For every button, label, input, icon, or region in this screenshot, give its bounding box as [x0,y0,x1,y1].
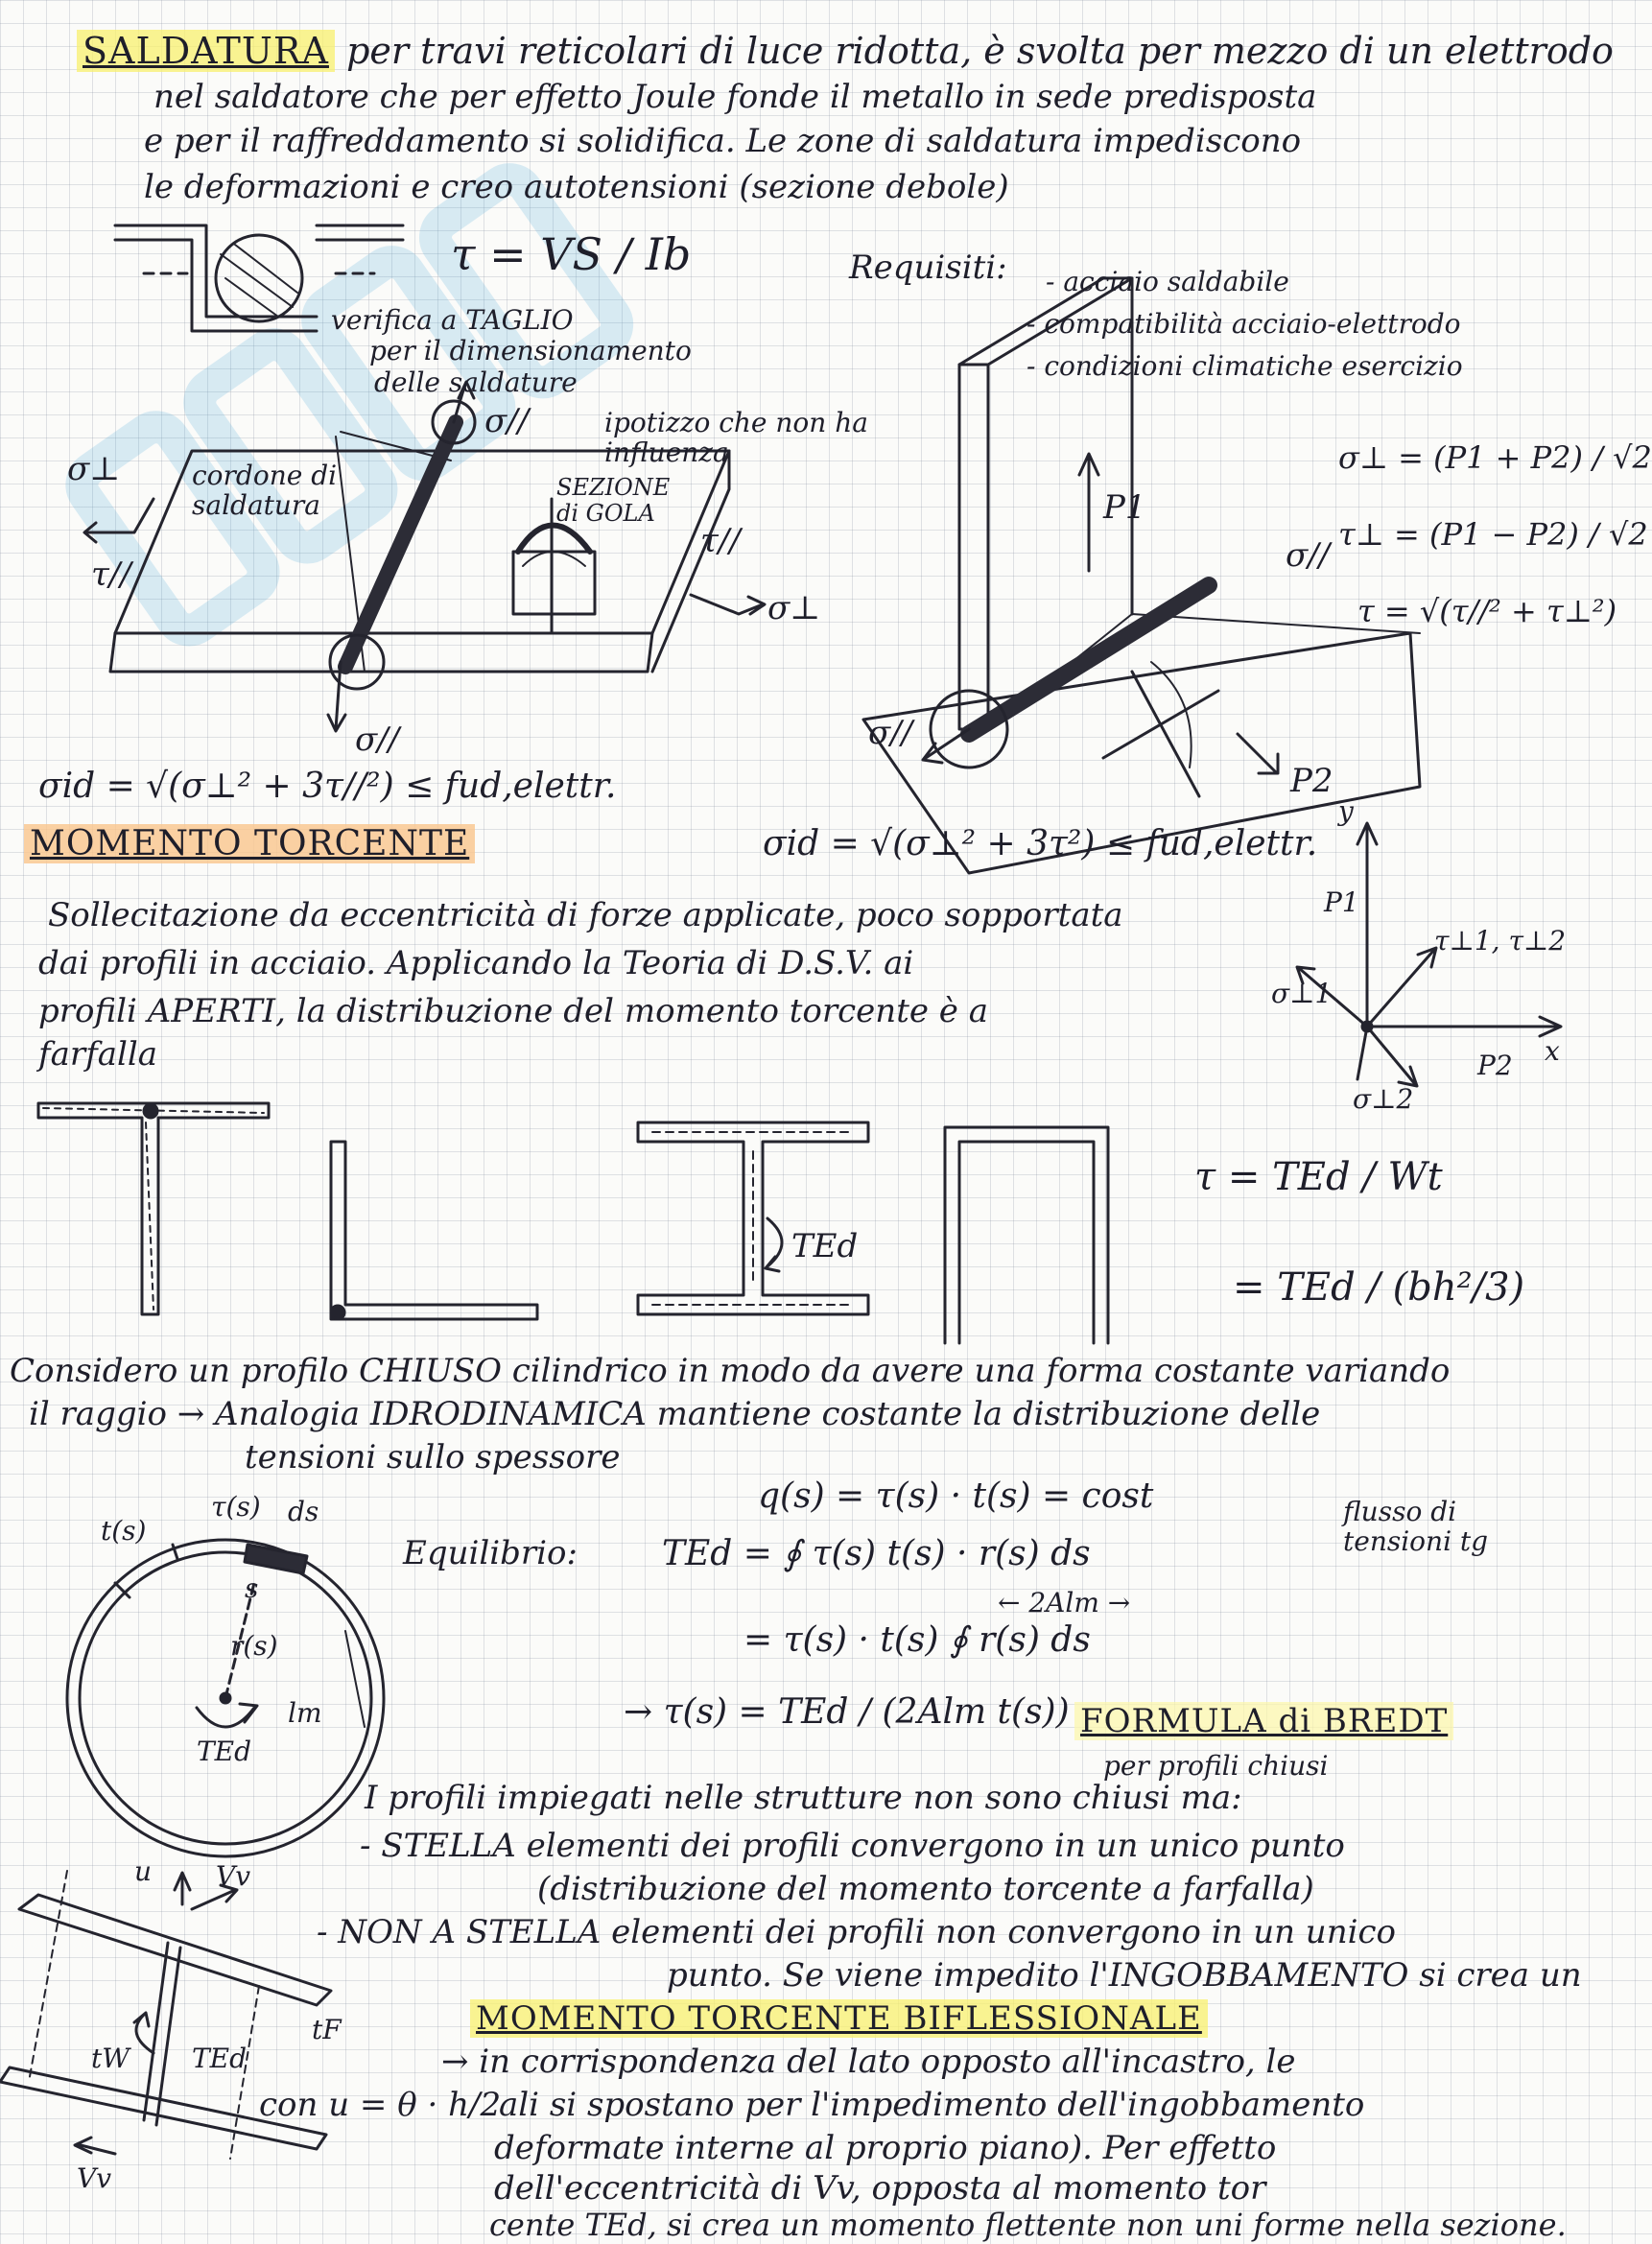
sketch-u-label: u [134,1855,153,1887]
sigma-parallel-label-right-bottom: σ// [868,714,913,752]
profiles-line-1: I profili impiegati nelle strutture non sono chiusi ma: [365,1779,1242,1817]
torsion-line-4: farfalla [38,1035,157,1074]
closed-line-3: tensioni sullo spessore [245,1438,621,1476]
biflexional-line-6-text: forme nella sezione. [1253,2207,1567,2243]
axis-y-label: y [1338,795,1354,827]
closed-line-2: il raggio → Analogia IDRODINAMICA mantiene costante la distribuzione delle [29,1395,1321,1433]
requirements-label: Requisiti: [849,248,1007,287]
circle-s-label: s [245,1572,259,1604]
sigma-parallel-label-right: σ// [1286,536,1331,575]
p1-label: P1 [1103,488,1146,527]
bredt-note: per profili chiusi [1103,1750,1329,1782]
torsion-tau-formula-2: = TEd / (bh²/3) [1233,1265,1525,1310]
tau-par-label-left: τ// [91,555,131,594]
biflexional-line-5 [489,2209,1567,2243]
weld-intro-line-2: nel saldatore che per effetto Joule fonde il metallo in sede predisposta [153,78,1317,116]
requirement-1: - acciaio saldabile [1046,266,1289,297]
torsion-heading-text: MOMENTO TORCENTE [24,824,475,863]
p2-label: P2 [1290,762,1333,800]
axis-sigma1-label: σ⊥1 [1271,978,1333,1009]
bredt-heading-text: FORMULA di BREDT [1074,1702,1453,1740]
shear-note-3: delle saldature [374,366,578,398]
circle-tau-label: τ(s) [211,1491,261,1523]
tau-total-formula: τ = √(τ//² + τ⊥²) [1357,593,1617,629]
equilibrium-area-note: ← 2Alm → [998,1587,1131,1618]
equilibrium-eq-3: → τ(s) = TEd / (2Alm t(s)) [624,1692,1070,1732]
sigma-parallel-label-bottom: σ// [355,720,400,759]
torsion-line-1: Sollecitazione da eccentricità di forze applicate, poco sopportata [48,896,1123,934]
biflexional-heading [470,2000,1208,2037]
shear-note-1: verifica a TAGLIO [331,304,574,336]
sigma-perp-formula: σ⊥ = (P1 + P2) / √2 [1338,439,1652,476]
torsion-heading [24,825,475,863]
weld-intro-line-1: per travi reticolari di luce ridotta, è svolta per mezzo di un elettrodo [346,30,1614,72]
tau-perp-formula: τ⊥ = (P1 − P2) / √2 [1338,516,1648,553]
sketch-vv-label-bottom: Vv [77,2162,112,2194]
bredt-heading [1074,1703,1453,1739]
biflexional-heading-text: MOMENTO TORCENTE BIFLESSIONALE [470,1999,1208,2038]
biflexional-line-2: ali si spostano per l'impedimento dell'ingobbamento [499,2086,1365,2124]
closed-line-1: Considero un profilo CHIUSO cilindrico in modo da avere una forma costante variando [10,1352,1451,1390]
biflexional-line-5-text: cente TEd, si crea un momento flettente non uni [489,2207,1244,2243]
profiles-line-3: (distribuzione del momento torcente a farfalla) [537,1870,1314,1908]
axis-p2-label: P2 [1477,1050,1513,1081]
profiles-line-2: - STELLA elementi dei profili convergono in un unico punto [360,1827,1345,1865]
torsion-tau-formula: τ = TEd / Wt [1194,1155,1443,1199]
torsion-line-3: profili APERTI, la distribuzione del momento torcente è a [38,992,988,1030]
shear-formula: τ = VS / Ib [451,228,692,280]
sketch-tw-label: tW [91,2043,130,2074]
tau-par-label-right: τ// [700,522,741,560]
circle-ds-label: ds [288,1496,319,1527]
circle-lm-label: lm [288,1697,322,1729]
axis-x-label: x [1545,1035,1560,1067]
i-profile-torque-label: TEd [791,1227,859,1265]
circle-radius-label: r(s) [230,1630,278,1662]
left-weld-formula: σid = √(σ⊥² + 3τ//²) ≤ fud,elettr. [38,767,617,806]
sigma-perp-label-left: σ⊥ [67,450,121,488]
throat-section-label: SEZIONE di GOLA [556,474,671,527]
weld-heading: SALDATURA [77,30,335,72]
open-profiles-sketch [38,1103,1108,1343]
equilibrium-label: Equilibrio: [403,1534,578,1572]
biflexional-line-1: → in corrispondenza del lato opposto all'incastro, le [441,2043,1296,2081]
weld-intro-line-4: le deformazioni e creo autotensioni (sezione debole) [144,168,1009,206]
shear-flow-note: flusso di tensioni tg [1343,1496,1489,1558]
right-weld-formula: σid = √(σ⊥² + 3τ²) ≤ fud,elettr. [763,824,1318,863]
requirement-2: - compatibilità acciaio-elettrodo [1027,308,1461,340]
biflexional-line-4: dell'eccentricità di Vv, opposta al momento tor [494,2169,1266,2208]
closed-section-circle [67,1540,384,1856]
sketch-vv-label-top: Vv [216,1860,251,1892]
sketch-torque-label: TEd [192,2043,248,2074]
u-theta-formula: con u = θ · h/2 [259,2086,502,2124]
profiles-line-5: punto. Se viene impedito l'INGOBBAMENTO si crea un [667,1956,1582,1995]
axis-p1-label: P1 [1324,886,1359,918]
circle-thickness-label: t(s) [101,1515,147,1547]
sketch-tf-label: tF [312,2014,342,2045]
biflexional-line-3: deformate interne al proprio piano). Per effetto [494,2129,1277,2167]
shear-flow-formula: q(s) = τ(s) · t(s) = cost [758,1476,1154,1516]
sigma-parallel-label-top: σ// [484,402,530,440]
profiles-line-4: - NON A STELLA elementi dei profili non convergono in un unico [317,1913,1396,1951]
weld-title-line [77,31,1614,72]
weld-bead-label: cordone di saldatura [192,460,338,522]
weld-intro-line-3: e per il raffreddamento si solidifica. Le zone di saldatura impediscono [144,122,1302,160]
requirement-3: - condizioni climatiche esercizio [1027,350,1463,382]
sigma-perp-label-right: σ⊥ [767,589,821,627]
hypothesis-note: ipotizzo che non ha influenza [604,407,868,469]
equilibrium-eq-2: = τ(s) · t(s) ∮ r(s) ds [743,1620,1091,1660]
equilibrium-eq-1: TEd = ∮ τ(s) t(s) · r(s) ds [662,1534,1091,1573]
axis-sigma2-label: σ⊥2 [1353,1083,1414,1115]
shear-note-2: per il dimensionamento [369,335,692,366]
axis-tau-label: τ⊥1, τ⊥2 [1434,925,1567,957]
torsion-line-2: dai profili in acciaio. Applicando la Teoria di D.S.V. ai [38,944,914,982]
circle-torque-label: TEd [197,1736,252,1767]
